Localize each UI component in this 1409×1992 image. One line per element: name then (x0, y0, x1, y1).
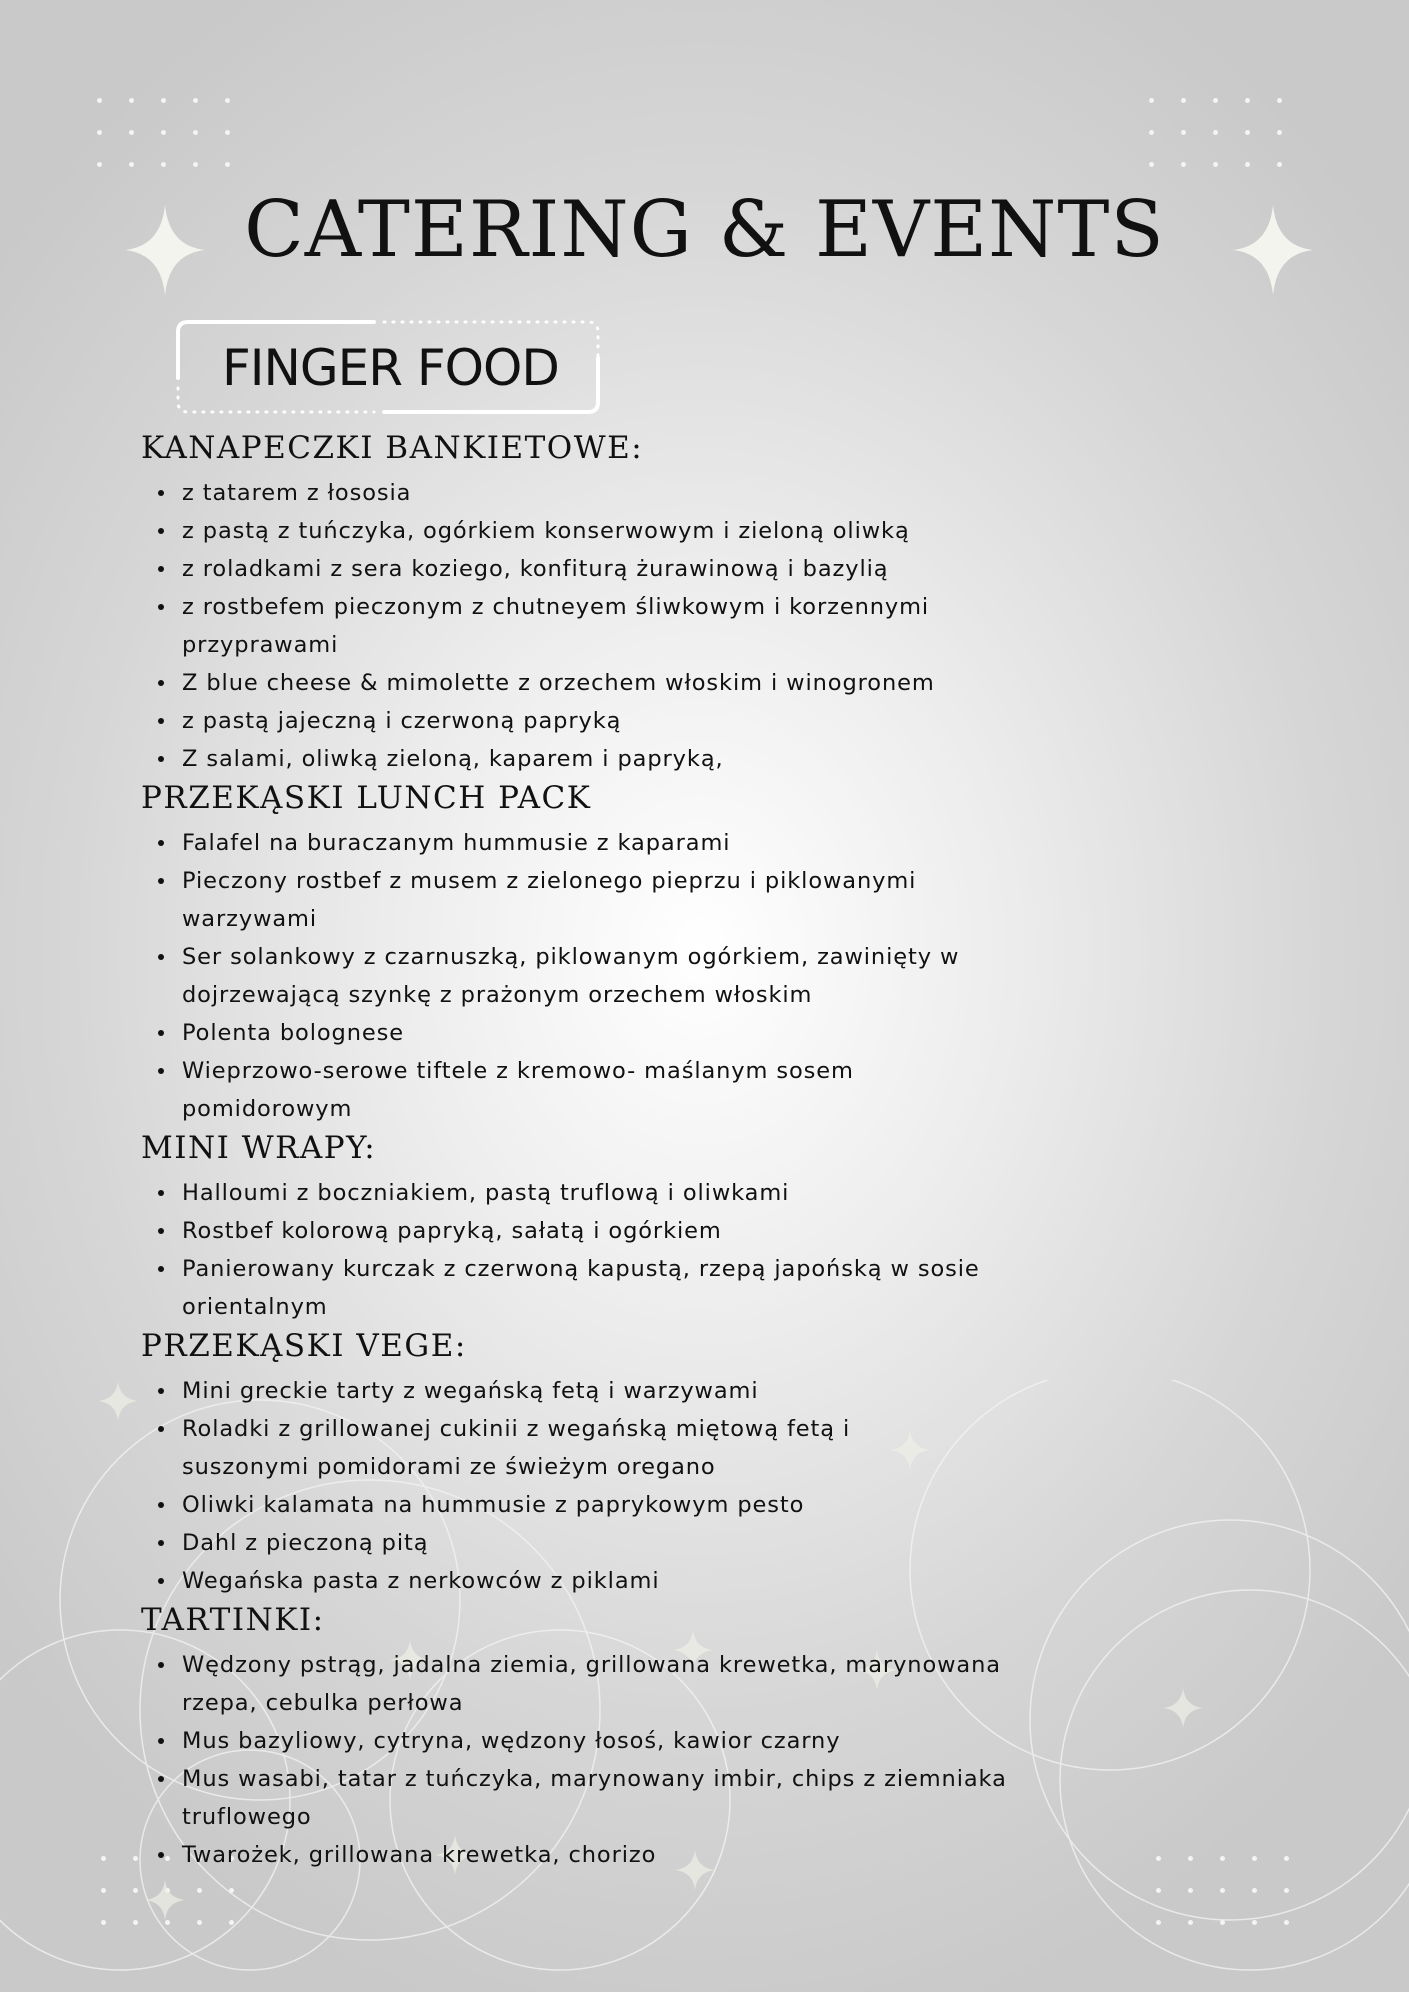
list-item-text: z roladkami z sera koziego, konfiturą żurawinową i bazylią (182, 556, 889, 582)
list-item-text: Wegańska pasta z nerkowców z piklami (182, 1568, 660, 1594)
list-item-text: Ser solankowy z czarnuszką, piklowanym ogórkiem, zawinięty w (182, 944, 960, 970)
decor-dot (225, 98, 230, 103)
list-item (141, 702, 1291, 740)
decor-dot (97, 162, 102, 167)
section-heading: PRZEKĄSKI LUNCH PACK (141, 780, 592, 816)
decor-dot (1181, 98, 1186, 103)
list-item-text: Oliwki kalamata na hummusie z paprykowym pesto (182, 1492, 805, 1518)
list-item-text: warzywami (182, 906, 318, 932)
list-item-text: Mus wasabi, tatar z tuńczyka, marynowany imbir, chips z ziemniaka (182, 1766, 1007, 1792)
list-item (141, 588, 1291, 664)
decor-dot (225, 162, 230, 167)
list-item (141, 1836, 1291, 1874)
decor-dot (225, 130, 230, 135)
decor-dot (1181, 162, 1186, 167)
list-item-text: z rostbefem pieczonym z chutneyem śliwkowym i korzennymi (182, 594, 930, 620)
list-item-text: Roladki z grillowanej cukinii z wegańską miętową fetą i (182, 1416, 851, 1442)
list-item (141, 824, 1291, 862)
list-item-text: Halloumi z boczniakiem, pastą truflową i oliwkami (182, 1180, 790, 1206)
list-item (141, 1410, 1291, 1486)
list-item (141, 740, 1291, 778)
list-item-text: Dahl z pieczoną pitą (182, 1530, 429, 1556)
decor-dot (1277, 98, 1282, 103)
section-badge: FINGER FOOD (222, 339, 559, 397)
list-item-text: Mini greckie tarty z wegańską fetą i warzywami (182, 1378, 759, 1404)
decor-dot (1149, 98, 1154, 103)
decor-dot (97, 130, 102, 135)
decor-dot (1181, 130, 1186, 135)
list-item (141, 1052, 1291, 1128)
section-heading: MINI WRAPY: (141, 1130, 377, 1166)
decor-dots-top-left (97, 98, 231, 168)
decor-dot (1213, 130, 1218, 135)
section-heading: KANAPECZKI BANKIETOWE: (141, 430, 644, 466)
decor-dot (193, 98, 198, 103)
decor-dot (97, 98, 102, 103)
list-item (141, 1562, 1291, 1600)
decor-dot (193, 162, 198, 167)
section-heading: PRZEKĄSKI VEGE: (141, 1328, 467, 1364)
list-item (141, 1524, 1291, 1562)
list-item (141, 1646, 1291, 1722)
list-item (141, 1014, 1291, 1052)
decor-dot (161, 98, 166, 103)
list-item-text: Mus bazyliowy, cytryna, wędzony łosoś, kawior czarny (182, 1728, 841, 1754)
list-item-text: z pastą z tuńczyka, ogórkiem konserwowym i zieloną oliwką (182, 518, 910, 544)
decor-dot (129, 162, 134, 167)
list-item-text: Falafel na buraczanym hummusie z kaparami (182, 830, 731, 856)
list-item-text: Panierowany kurczak z czerwoną kapustą, rzepą japońską w sosie (182, 1256, 980, 1282)
decor-dot (1149, 162, 1154, 167)
menu-list (141, 428, 1291, 1874)
section-items (141, 824, 1291, 1128)
list-item-text: Rostbef kolorową papryką, sałatą i ogórkiem (182, 1218, 722, 1244)
section-items (141, 474, 1291, 778)
list-item-text: truflowego (182, 1804, 312, 1830)
list-item-text: suszonymi pomidorami ze świeżym oregano (182, 1454, 716, 1480)
list-item-text: z tatarem z łososia (182, 480, 412, 506)
list-item-text: Polenta bolognese (182, 1020, 404, 1046)
list-item (141, 1372, 1291, 1410)
decor-dot (161, 130, 166, 135)
list-item-text: dojrzewającą szynkę z prażonym orzechem włoskim (182, 982, 813, 1008)
list-item-text: Wędzony pstrąg, jadalna ziemia, grillowana krewetka, marynowana (182, 1652, 1001, 1678)
decor-dot (1245, 98, 1250, 103)
list-item-text: z pastą jajeczną i czerwoną papryką (182, 708, 622, 734)
list-item-text: przyprawami (182, 632, 339, 658)
decor-dot (1213, 162, 1218, 167)
page-title: CATERING & EVENTS (244, 185, 1165, 275)
decor-dot (1277, 162, 1282, 167)
decor-dot (193, 130, 198, 135)
list-item-text: Twarożek, grillowana krewetka, chorizo (182, 1842, 657, 1868)
list-item (141, 1212, 1291, 1250)
list-item (141, 1174, 1291, 1212)
list-item-text: rzepa, cebulka perłowa (182, 1690, 464, 1716)
list-item (141, 664, 1291, 702)
list-item (141, 1486, 1291, 1524)
list-item-text: orientalnym (182, 1294, 328, 1320)
section-items (141, 1646, 1291, 1874)
section-items (141, 1372, 1291, 1600)
list-item-text: Wieprzowo-serowe tiftele z kremowo- maślanym sosem (182, 1058, 854, 1084)
list-item (141, 1722, 1291, 1760)
decor-dot (1149, 130, 1154, 135)
list-item (141, 938, 1291, 1014)
decor-dot (1213, 98, 1218, 103)
list-item (141, 862, 1291, 938)
list-item-text: Z blue cheese & mimolette z orzechem włoskim i winogronem (182, 670, 935, 696)
list-item (141, 474, 1291, 512)
decor-dot (129, 98, 134, 103)
decor-dot (1245, 130, 1250, 135)
list-item-text: pomidorowym (182, 1096, 353, 1122)
list-item (141, 1250, 1291, 1326)
decor-dot (1245, 162, 1250, 167)
decor-dot (129, 130, 134, 135)
list-item (141, 512, 1291, 550)
list-item-text: Pieczony rostbef z musem z zielonego pieprzu i piklowanymi (182, 868, 917, 894)
decor-dots-top-right (1149, 98, 1283, 168)
list-item (141, 1760, 1291, 1836)
list-item-text: Z salami, oliwką zieloną, kaparem i papryką, (182, 746, 724, 772)
section-items (141, 1174, 1291, 1326)
decor-dot (1277, 130, 1282, 135)
section-heading: TARTINKI: (141, 1602, 325, 1638)
list-item (141, 550, 1291, 588)
decor-dot (161, 162, 166, 167)
